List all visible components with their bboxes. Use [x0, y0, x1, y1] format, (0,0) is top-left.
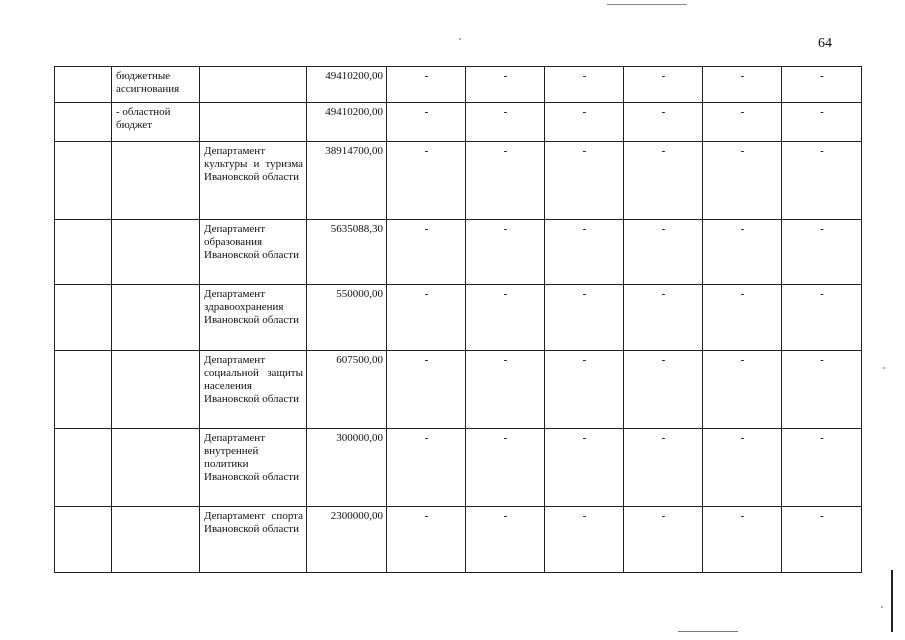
year-value-cell: - — [624, 142, 703, 220]
year-value-cell: - — [466, 103, 545, 142]
year-value-cell: - — [466, 350, 545, 428]
row-number-cell — [55, 285, 112, 350]
funding-type-cell: бюджетные ассигнования — [112, 67, 200, 103]
executor-cell: Департамент внутренней политики Ивановской области — [200, 428, 307, 506]
amount-cell: 49410200,00 — [307, 67, 387, 103]
year-value-cell: - — [387, 350, 466, 428]
executor-cell — [200, 103, 307, 142]
table-row — [55, 220, 862, 285]
table-row — [55, 103, 862, 142]
row-number-cell — [55, 350, 112, 428]
amount-cell: 550000,00 — [307, 285, 387, 350]
year-value-cell: - — [466, 67, 545, 103]
table-row — [55, 285, 862, 350]
year-value-cell: - — [703, 142, 782, 220]
year-value-cell: - — [782, 67, 862, 103]
table-row — [55, 67, 862, 103]
year-value-cell: - — [624, 428, 703, 506]
funding-type-cell — [112, 142, 200, 220]
year-value-cell: - — [545, 220, 624, 285]
year-value-cell: - — [545, 103, 624, 142]
year-value-cell: - — [624, 220, 703, 285]
year-value-cell: - — [624, 350, 703, 428]
executor-cell: Департамент здравоохранения Ивановской области — [200, 285, 307, 350]
year-value-cell: - — [703, 506, 782, 572]
executor-cell: Департамент социальной защиты населения Ивановской области — [200, 350, 307, 428]
year-value-cell: - — [466, 428, 545, 506]
year-value-cell: - — [387, 285, 466, 350]
year-value-cell: - — [545, 350, 624, 428]
year-value-cell: - — [782, 142, 862, 220]
row-number-cell — [55, 428, 112, 506]
amount-cell: 300000,00 — [307, 428, 387, 506]
bottom-scan-line — [678, 631, 738, 632]
amount-cell: 5635088,30 — [307, 220, 387, 285]
funding-type-cell — [112, 428, 200, 506]
table-row — [55, 142, 862, 220]
row-number-cell — [55, 220, 112, 285]
amount-cell: 38914700,00 — [307, 142, 387, 220]
year-value-cell: - — [703, 350, 782, 428]
row-number-cell — [55, 142, 112, 220]
year-value-cell: - — [387, 142, 466, 220]
year-value-cell: - — [624, 103, 703, 142]
year-value-cell: - — [782, 285, 862, 350]
scan-speck — [881, 606, 883, 608]
row-number-cell — [55, 103, 112, 142]
year-value-cell: - — [624, 67, 703, 103]
page-edge-mark — [891, 570, 893, 632]
row-number-cell — [55, 67, 112, 103]
year-value-cell: - — [545, 67, 624, 103]
year-value-cell: - — [387, 506, 466, 572]
year-value-cell: - — [387, 220, 466, 285]
year-value-cell: - — [624, 506, 703, 572]
year-value-cell: - — [782, 220, 862, 285]
top-scan-line — [607, 4, 687, 5]
year-value-cell: - — [703, 103, 782, 142]
scan-speck — [883, 367, 885, 369]
year-value-cell: - — [782, 506, 862, 572]
year-value-cell: - — [466, 506, 545, 572]
year-value-cell: - — [466, 285, 545, 350]
year-value-cell: - — [782, 428, 862, 506]
budget-table — [54, 66, 862, 573]
table-row — [55, 506, 862, 572]
amount-cell: 49410200,00 — [307, 103, 387, 142]
year-value-cell: - — [782, 350, 862, 428]
year-value-cell: - — [387, 67, 466, 103]
year-value-cell: - — [703, 220, 782, 285]
year-value-cell: - — [782, 103, 862, 142]
funding-type-cell — [112, 285, 200, 350]
year-value-cell: - — [703, 285, 782, 350]
year-value-cell: - — [466, 142, 545, 220]
table-row — [55, 350, 862, 428]
year-value-cell: - — [387, 428, 466, 506]
year-value-cell: - — [466, 220, 545, 285]
funding-type-cell — [112, 350, 200, 428]
table-row — [55, 428, 862, 506]
funding-type-cell: - областной бюджет — [112, 103, 200, 142]
executor-cell: Департамент спорта Ивановской области — [200, 506, 307, 572]
year-value-cell: - — [545, 285, 624, 350]
page-number: 64 — [818, 36, 832, 51]
executor-cell: Департамент образования Ивановской области — [200, 220, 307, 285]
year-value-cell: - — [545, 142, 624, 220]
year-value-cell: - — [387, 103, 466, 142]
funding-type-cell — [112, 506, 200, 572]
amount-cell: 607500,00 — [307, 350, 387, 428]
row-number-cell — [55, 506, 112, 572]
year-value-cell: - — [545, 506, 624, 572]
year-value-cell: - — [624, 285, 703, 350]
year-value-cell: - — [703, 67, 782, 103]
year-value-cell: - — [545, 428, 624, 506]
year-value-cell: - — [703, 428, 782, 506]
executor-cell — [200, 67, 307, 103]
amount-cell: 2300000,00 — [307, 506, 387, 572]
scan-speck — [459, 38, 461, 40]
funding-type-cell — [112, 220, 200, 285]
executor-cell: Департамент культуры и туризма Ивановской области — [200, 142, 307, 220]
